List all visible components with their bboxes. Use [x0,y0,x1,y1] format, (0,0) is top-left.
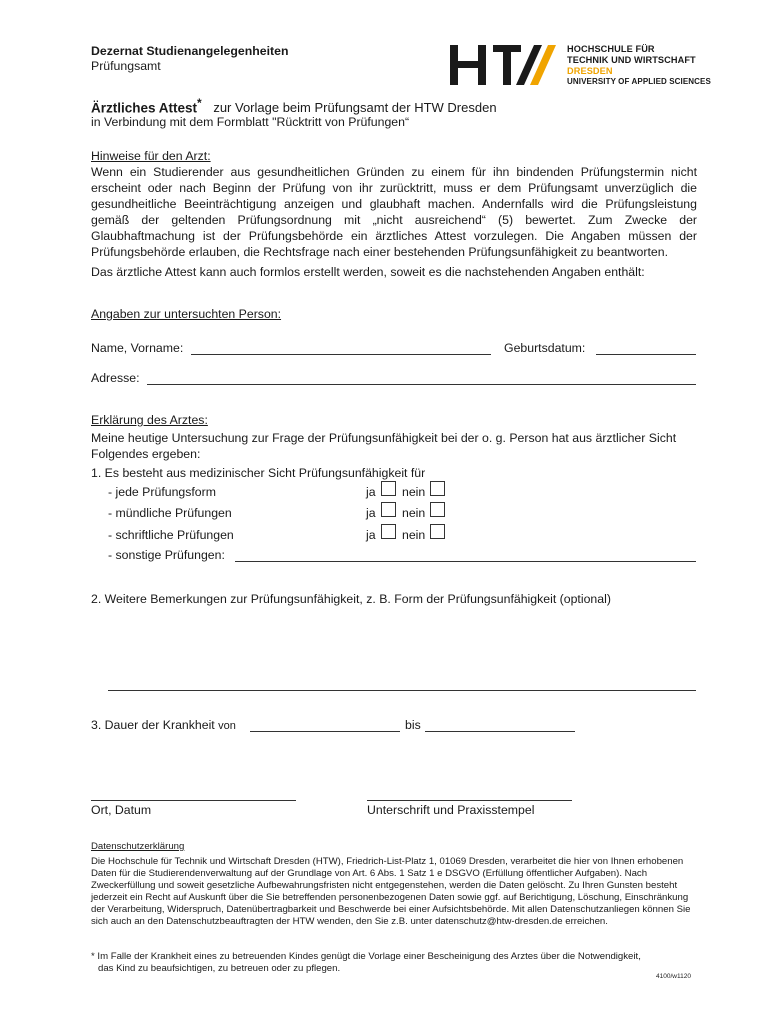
option-no-checkbox[interactable] [430,524,445,539]
duration-from-label: von [218,720,236,732]
duration-to-label: bis [405,718,421,732]
logo-line-3: DRESDEN [567,66,613,76]
person-heading: Angaben zur untersuchten Person: [91,307,282,321]
birthdate-field[interactable] [596,354,696,355]
formless-note: Das ärztliche Attest kann auch formlos erstellt werden, soweit es die nachstehenden Angaben enthält: [91,265,645,279]
title-footnote-mark: * [197,96,202,110]
duration-label: 3. Dauer der Krankheit [91,718,215,732]
title-rest: zur Vorlage beim Prüfungsamt der HTW Dresden [213,100,497,116]
hints-heading: Hinweise für den Arzt: [91,149,211,163]
option-no-checkbox[interactable] [430,481,445,496]
title-subtitle: in Verbindung mit dem Formblatt "Rücktritt von Prüfungen“ [91,115,410,129]
logo-line-1: HOCHSCHULE FÜR [567,44,655,54]
name-field[interactable] [191,354,491,355]
hints-paragraph: Wenn ein Studierender aus gesundheitlichen Gründen zu einem für ihn bindenden Prüfungstermin nicht erscheint oder nach Beginn der Prüfung von ihr zurücktritt, muss er dem Prüfungsamt unverzüglich die gesundheitliche Beeinträchtigung anzeigen und glaubhaft machen. Andernfalls wird die Prüfungsleistung gemäß der geltenden Prüfungsordnung mit „nicht ausreichend“ (5) bewertet. Zum Zwecke der Glaubhaftmachung ist der Prüfungsbehörde ein ärztliches Attest vorzulegen. Die Angaben müssen der Prüfungsbehörde erlauben, die Rechtsfrage nach einer bestehenden Prüfungsunfähigkeit zu beantworten. [91,165,697,259]
declaration-heading: Erklärung des Arztes: [91,413,208,427]
footnote-line-1: * Im Falle der Krankheit eines zu betreuenden Kindes genügt die Vorlage einer Bescheinigung des Arztes über die Notwendigkeit, [91,951,641,962]
option-yes-checkbox[interactable] [381,524,396,539]
logo-line-4: UNIVERSITY OF APPLIED SCIENCES [567,77,711,86]
logo-line-2: TECHNIK UND WIRTSCHAFT [567,55,696,65]
name-label: Name, Vorname: [91,341,184,355]
privacy-heading: Datenschutzerklärung [91,841,185,852]
footnote-line-2: das Kind zu beaufsichtigen, zu betreuen oder zu pflegen. [98,963,341,974]
option-no-label: nein [402,485,426,499]
signature-label: Unterschrift und Praxisstempel [367,803,535,817]
privacy-text: Die Hochschule für Technik und Wirtschaft Dresden (HTW), Friedrich-List-Platz 1, 01069 Dresden, verarbeitet die hier von Ihnen erhobenen Daten für die Studierendenverwaltung auf der Grundlage von Art. 6 Abs. 1 Satz 1 e DSGVO (Erfüllung öffentlicher Aufgaben). Nach Zweckerfüllung und soweit gesetzliche Aufbewahrungsfristen nicht entgegenstehen, werden die Daten gelöscht. Zu Ihren Gunsten besteht jederzeit ein Recht auf Auskunft über die Sie betreffenden personenbezogenen Daten sowie ggf. auf Berichtigung, Löschung, Einschränkung der Verarbeitung, Widerspruch, Datenübertragbarkeit und Beschwerde bei einer Aufsichtsbehörde. Mit allen Datenschutzanliegen können Sie sich auch an den Datenschutzbeauftragten der HTW wenden, den Sie z.B. unter datenschutz@htw-dresden.de erreichen. [91,856,691,927]
address-field[interactable] [147,384,696,385]
declaration-intro: Meine heutige Untersuchung zur Frage der Prüfungsunfähigkeit bei der o. g. Person hat aus ärztlicher Sicht Folgendes ergeben: [91,431,677,461]
option-yes-label: ja [366,528,376,542]
htw-logo [450,44,560,86]
item-3 [91,717,236,734]
office-name: Prüfungsamt [91,59,161,73]
option-yes-label: ja [366,485,376,499]
place-date-field[interactable] [91,800,296,801]
item-1: 1. Es besteht aus medizinischer Sicht Prüfungsunfähigkeit für [91,466,426,480]
option-yes-checkbox[interactable] [381,481,396,496]
birthdate-label: Geburtsdatum: [504,341,586,355]
item-2: 2. Weitere Bemerkungen zur Prüfungsunfähigkeit, z. B. Form der Prüfungsunfähigkeit (optional) [91,592,611,606]
other-exams-label: - sonstige Prüfungen: [108,548,225,562]
option-no-checkbox[interactable] [430,502,445,517]
option-no-label: nein [402,528,426,542]
signature-field[interactable] [367,800,572,801]
option-yes-checkbox[interactable] [381,502,396,517]
remarks-field[interactable] [108,690,696,691]
option-yes-label: ja [366,506,376,520]
other-exams-field[interactable] [235,561,696,562]
option-no-label: nein [402,506,426,520]
duration-to-field[interactable] [425,731,575,732]
department-name: Dezernat Studienangelegenheiten [91,44,289,58]
duration-from-field[interactable] [250,731,400,732]
option-label: - schriftliche Prüfungen [108,528,234,542]
option-label: - jede Prüfungsform [108,485,216,499]
form-code: 4100/w1120 [656,973,691,980]
address-label: Adresse: [91,371,140,385]
option-label: - mündliche Prüfungen [108,506,232,520]
title-main: Ärztliches Attest [91,100,198,116]
place-date-label: Ort, Datum [91,803,152,817]
htw-logo-mark [450,44,560,86]
